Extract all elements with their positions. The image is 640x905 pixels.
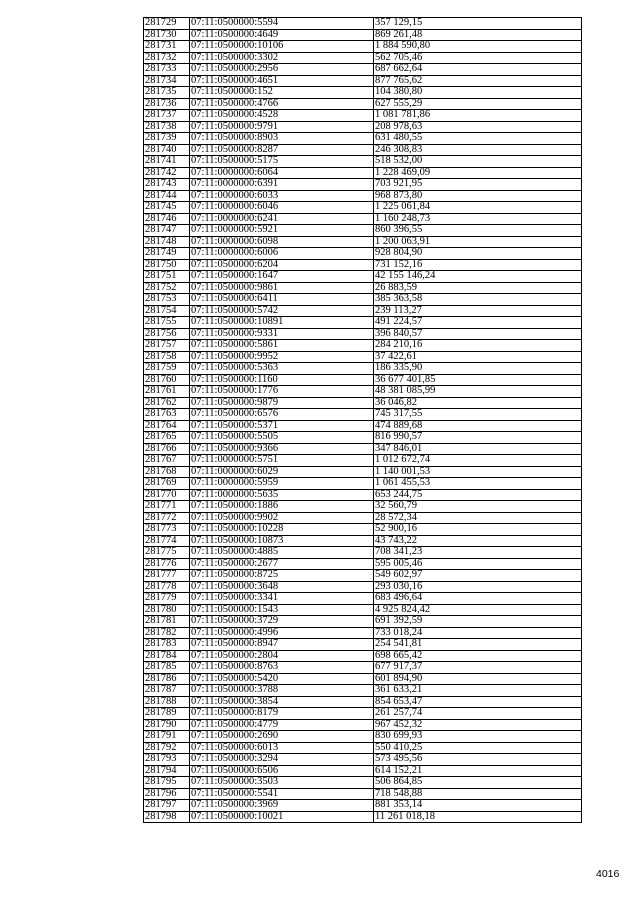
table-row <box>144 41 582 53</box>
cadastral-number-cell: 07:11:0500000:6576 <box>190 409 374 421</box>
table-row <box>144 225 582 237</box>
row-number-cell: 281760 <box>144 374 190 386</box>
table-row <box>144 616 582 628</box>
cadastral-number-cell: 07:11:0500000:3788 <box>190 685 374 697</box>
table-row <box>144 673 582 685</box>
table-row <box>144 696 582 708</box>
value-cell: 284 210,16 <box>374 340 582 352</box>
row-number-cell: 281739 <box>144 133 190 145</box>
cadastral-number-cell: 07:11:0500000:3648 <box>190 581 374 593</box>
cadastral-number-cell: 07:11:0500000:8287 <box>190 144 374 156</box>
row-number-cell: 281753 <box>144 294 190 306</box>
row-number-cell: 281743 <box>144 179 190 191</box>
cadastral-number-cell: 07:11:0500000:9366 <box>190 443 374 455</box>
value-cell: 614 152,21 <box>374 765 582 777</box>
value-cell: 506 864,85 <box>374 777 582 789</box>
table-row <box>144 409 582 421</box>
row-number-cell: 281797 <box>144 800 190 812</box>
row-number-cell: 281755 <box>144 317 190 329</box>
value-cell: 718 548,88 <box>374 788 582 800</box>
cadastral-number-cell: 07:11:0500000:5505 <box>190 432 374 444</box>
row-number-cell: 281765 <box>144 432 190 444</box>
value-cell: 595 005,46 <box>374 558 582 570</box>
cadastral-number-cell: 07:11:0000000:6006 <box>190 248 374 260</box>
row-number-cell: 281756 <box>144 328 190 340</box>
table-row <box>144 317 582 329</box>
value-cell: 186 335,90 <box>374 363 582 375</box>
row-number-cell: 281750 <box>144 259 190 271</box>
cadastral-number-cell: 07:11:0500000:5594 <box>190 18 374 30</box>
cadastral-number-cell: 07:11:0500000:5175 <box>190 156 374 168</box>
cadastral-number-cell: 07:11:0000000:6029 <box>190 466 374 478</box>
table-row <box>144 604 582 616</box>
value-cell: 687 662,64 <box>374 64 582 76</box>
row-number-cell: 281780 <box>144 604 190 616</box>
row-number-cell: 281785 <box>144 662 190 674</box>
row-number-cell: 281737 <box>144 110 190 122</box>
value-cell: 967 452,32 <box>374 719 582 731</box>
cadastral-number-cell: 07:11:0500000:8725 <box>190 570 374 582</box>
cadastral-number-cell: 07:11:0500000:4885 <box>190 547 374 559</box>
cadastral-number-cell: 07:11:0500000:4779 <box>190 719 374 731</box>
value-cell: 928 804,90 <box>374 248 582 260</box>
value-cell: 261 257,74 <box>374 708 582 720</box>
cadastral-number-cell: 07:11:0500000:4651 <box>190 75 374 87</box>
cadastral-number-cell: 07:11:0500000:1776 <box>190 386 374 398</box>
row-number-cell: 281747 <box>144 225 190 237</box>
row-number-cell: 281761 <box>144 386 190 398</box>
table-row <box>144 29 582 41</box>
table-body <box>144 18 582 823</box>
value-cell: 631 480,55 <box>374 133 582 145</box>
table-row <box>144 742 582 754</box>
value-cell: 653 244,75 <box>374 489 582 501</box>
row-number-cell: 281784 <box>144 650 190 662</box>
value-cell: 745 317,55 <box>374 409 582 421</box>
cadastral-number-cell: 07:11:0500000:6411 <box>190 294 374 306</box>
value-cell: 32 560,79 <box>374 501 582 513</box>
table-row <box>144 685 582 697</box>
table-row <box>144 18 582 30</box>
value-cell: 968 873,80 <box>374 190 582 202</box>
table-row <box>144 190 582 202</box>
value-cell: 1 225 061,84 <box>374 202 582 214</box>
cadastral-number-cell: 07:11:0500000:8903 <box>190 133 374 145</box>
cadastral-number-cell: 07:11:0500000:4528 <box>190 110 374 122</box>
row-number-cell: 281738 <box>144 121 190 133</box>
table-row <box>144 52 582 64</box>
cadastral-number-cell: 07:11:0000000:6046 <box>190 202 374 214</box>
row-number-cell: 281754 <box>144 305 190 317</box>
row-number-cell: 281740 <box>144 144 190 156</box>
value-cell: 698 665,42 <box>374 650 582 662</box>
table-row <box>144 639 582 651</box>
row-number-cell: 281751 <box>144 271 190 283</box>
value-cell: 549 602,97 <box>374 570 582 582</box>
row-number-cell: 281736 <box>144 98 190 110</box>
table-row <box>144 87 582 99</box>
table-row <box>144 328 582 340</box>
cadastral-number-cell: 07:11:0500000:1886 <box>190 501 374 513</box>
value-cell: 627 555,29 <box>374 98 582 110</box>
table-row <box>144 179 582 191</box>
cadastral-number-cell: 07:11:0500000:10891 <box>190 317 374 329</box>
cadastral-number-cell: 07:11:0500000:9331 <box>190 328 374 340</box>
value-cell: 385 363,58 <box>374 294 582 306</box>
cadastral-number-cell: 07:11:0500000:5420 <box>190 673 374 685</box>
value-cell: 104 380,80 <box>374 87 582 99</box>
cadastral-number-cell: 07:11:0500000:5371 <box>190 420 374 432</box>
row-number-cell: 281763 <box>144 409 190 421</box>
row-number-cell: 281791 <box>144 731 190 743</box>
cadastral-number-cell: 07:11:0500000:3341 <box>190 593 374 605</box>
value-cell: 246 308,83 <box>374 144 582 156</box>
value-cell: 573 495,56 <box>374 754 582 766</box>
row-number-cell: 281749 <box>144 248 190 260</box>
table-row <box>144 581 582 593</box>
row-number-cell: 281759 <box>144 363 190 375</box>
cadastral-number-cell: 07:11:0000000:6064 <box>190 167 374 179</box>
table-row <box>144 236 582 248</box>
value-cell: 708 341,23 <box>374 547 582 559</box>
cadastral-number-cell: 07:11:0500000:10021 <box>190 811 374 823</box>
cadastral-number-cell: 07:11:0500000:10228 <box>190 524 374 536</box>
table-row <box>144 98 582 110</box>
cadastral-number-cell: 07:11:0500000:4766 <box>190 98 374 110</box>
value-cell: 691 392,59 <box>374 616 582 628</box>
value-cell: 1 081 781,86 <box>374 110 582 122</box>
value-cell: 733 018,24 <box>374 627 582 639</box>
row-number-cell: 281775 <box>144 547 190 559</box>
table-row <box>144 765 582 777</box>
cadastral-number-cell: 07:11:0500000:8179 <box>190 708 374 720</box>
table-row <box>144 432 582 444</box>
cadastral-number-cell: 07:11:0500000:5861 <box>190 340 374 352</box>
cadastral-number-cell: 07:11:0000000:6241 <box>190 213 374 225</box>
cadastral-number-cell: 07:11:0500000:3729 <box>190 616 374 628</box>
row-number-cell: 281757 <box>144 340 190 352</box>
value-cell: 550 410,25 <box>374 742 582 754</box>
table-row <box>144 524 582 536</box>
row-number-cell: 281729 <box>144 18 190 30</box>
table-row <box>144 593 582 605</box>
cadastral-number-cell: 07:11:0500000:6506 <box>190 765 374 777</box>
cadastral-number-cell: 07:11:0500000:10106 <box>190 41 374 53</box>
row-number-cell: 281730 <box>144 29 190 41</box>
table-row <box>144 156 582 168</box>
row-number-cell: 281745 <box>144 202 190 214</box>
row-number-cell: 281793 <box>144 754 190 766</box>
table-row <box>144 167 582 179</box>
table-row <box>144 731 582 743</box>
value-cell: 683 496,64 <box>374 593 582 605</box>
table-row <box>144 570 582 582</box>
table-row <box>144 547 582 559</box>
row-number-cell: 281776 <box>144 558 190 570</box>
value-cell: 491 224,57 <box>374 317 582 329</box>
value-cell: 869 261,48 <box>374 29 582 41</box>
row-number-cell: 281798 <box>144 811 190 823</box>
cadastral-number-cell: 07:11:0500000:6013 <box>190 742 374 754</box>
cadastral-number-cell: 07:11:0500000:3294 <box>190 754 374 766</box>
cadastral-number-cell: 07:11:0500000:9879 <box>190 397 374 409</box>
table-row <box>144 558 582 570</box>
table-row <box>144 144 582 156</box>
value-cell: 677 917,37 <box>374 662 582 674</box>
value-cell: 11 261 018,18 <box>374 811 582 823</box>
row-number-cell: 281741 <box>144 156 190 168</box>
table-row <box>144 351 582 363</box>
table-row <box>144 213 582 225</box>
table-row <box>144 386 582 398</box>
value-cell: 731 152,16 <box>374 259 582 271</box>
row-number-cell: 281787 <box>144 685 190 697</box>
cadastral-number-cell: 07:11:0500000:2956 <box>190 64 374 76</box>
row-number-cell: 281781 <box>144 616 190 628</box>
table-row <box>144 397 582 409</box>
table-row <box>144 777 582 789</box>
row-number-cell: 281783 <box>144 639 190 651</box>
row-number-cell: 281796 <box>144 788 190 800</box>
row-number-cell: 281748 <box>144 236 190 248</box>
table-row <box>144 650 582 662</box>
row-number-cell: 281769 <box>144 478 190 490</box>
row-number-cell: 281779 <box>144 593 190 605</box>
value-cell: 42 155 146,24 <box>374 271 582 283</box>
table-row <box>144 501 582 513</box>
row-number-cell: 281790 <box>144 719 190 731</box>
row-number-cell: 281771 <box>144 501 190 513</box>
cadastral-number-cell: 07:11:0500000:9861 <box>190 282 374 294</box>
cadastral-number-cell: 07:11:0500000:1543 <box>190 604 374 616</box>
cadastral-number-cell: 07:11:0000000:5751 <box>190 455 374 467</box>
row-number-cell: 281732 <box>144 52 190 64</box>
cadastral-number-cell: 07:11:0500000:9952 <box>190 351 374 363</box>
table-row <box>144 75 582 87</box>
row-number-cell: 281762 <box>144 397 190 409</box>
value-cell: 43 743,22 <box>374 535 582 547</box>
value-cell: 347 846,01 <box>374 443 582 455</box>
value-cell: 854 653,47 <box>374 696 582 708</box>
table-row <box>144 248 582 260</box>
value-cell: 4 925 824,42 <box>374 604 582 616</box>
cadastral-number-cell: 07:11:0000000:6391 <box>190 179 374 191</box>
row-number-cell: 281766 <box>144 443 190 455</box>
value-cell: 254 541,81 <box>374 639 582 651</box>
value-cell: 1 200 063,91 <box>374 236 582 248</box>
value-cell: 52 900,16 <box>374 524 582 536</box>
value-cell: 396 840,57 <box>374 328 582 340</box>
row-number-cell: 281786 <box>144 673 190 685</box>
row-number-cell: 281746 <box>144 213 190 225</box>
row-number-cell: 281731 <box>144 41 190 53</box>
table-row <box>144 282 582 294</box>
table-row <box>144 800 582 812</box>
table-row <box>144 259 582 271</box>
value-cell: 474 889,68 <box>374 420 582 432</box>
value-cell: 816 990,57 <box>374 432 582 444</box>
table-row <box>144 121 582 133</box>
value-cell: 37 422,61 <box>374 351 582 363</box>
cadastral-number-cell: 07:11:0000000:5921 <box>190 225 374 237</box>
value-cell: 703 921,95 <box>374 179 582 191</box>
table-row <box>144 535 582 547</box>
value-cell: 26 883,59 <box>374 282 582 294</box>
cadastral-number-cell: 07:11:0500000:8947 <box>190 639 374 651</box>
cadastral-number-cell: 07:11:0500000:5742 <box>190 305 374 317</box>
value-cell: 36 677 401,85 <box>374 374 582 386</box>
value-cell: 208 978,63 <box>374 121 582 133</box>
row-number-cell: 281794 <box>144 765 190 777</box>
table-row <box>144 294 582 306</box>
table-row <box>144 811 582 823</box>
value-cell: 830 699,93 <box>374 731 582 743</box>
cadastral-number-cell: 07:11:0500000:152 <box>190 87 374 99</box>
value-cell: 1 061 455,53 <box>374 478 582 490</box>
cadastral-number-cell: 07:11:0500000:9902 <box>190 512 374 524</box>
row-number-cell: 281795 <box>144 777 190 789</box>
row-number-cell: 281752 <box>144 282 190 294</box>
table-row <box>144 478 582 490</box>
cadastral-number-cell: 07:11:0000000:6033 <box>190 190 374 202</box>
table-row <box>144 489 582 501</box>
row-number-cell: 281733 <box>144 64 190 76</box>
row-number-cell: 281792 <box>144 742 190 754</box>
row-number-cell: 281773 <box>144 524 190 536</box>
table-row <box>144 662 582 674</box>
row-number-cell: 281767 <box>144 455 190 467</box>
row-number-cell: 281744 <box>144 190 190 202</box>
table-row <box>144 363 582 375</box>
table-row <box>144 443 582 455</box>
value-cell: 28 572,34 <box>374 512 582 524</box>
cadastral-number-cell: 07:11:0500000:5541 <box>190 788 374 800</box>
table-row <box>144 627 582 639</box>
value-cell: 1 160 248,73 <box>374 213 582 225</box>
value-cell: 562 705,46 <box>374 52 582 64</box>
value-cell: 1 228 469,09 <box>374 167 582 179</box>
table-row <box>144 512 582 524</box>
table-row <box>144 110 582 122</box>
row-number-cell: 281758 <box>144 351 190 363</box>
table-row <box>144 64 582 76</box>
value-cell: 877 765,62 <box>374 75 582 87</box>
row-number-cell: 281770 <box>144 489 190 501</box>
value-cell: 239 113,27 <box>374 305 582 317</box>
cadastral-number-cell: 07:11:0500000:3854 <box>190 696 374 708</box>
value-cell: 361 633,21 <box>374 685 582 697</box>
row-number-cell: 281742 <box>144 167 190 179</box>
cadastral-number-cell: 07:11:0000000:6098 <box>190 236 374 248</box>
cadastral-number-cell: 07:11:0500000:10873 <box>190 535 374 547</box>
value-cell: 860 396,55 <box>374 225 582 237</box>
cadastral-number-cell: 07:11:0500000:6204 <box>190 259 374 271</box>
value-cell: 1 884 590,80 <box>374 41 582 53</box>
row-number-cell: 281735 <box>144 87 190 99</box>
table-row <box>144 374 582 386</box>
cadastral-number-cell: 07:11:0500000:9791 <box>190 121 374 133</box>
table-row <box>144 708 582 720</box>
cadastral-number-cell: 07:11:0500000:2677 <box>190 558 374 570</box>
cadastral-number-cell: 07:11:0500000:2690 <box>190 731 374 743</box>
row-number-cell: 281768 <box>144 466 190 478</box>
table-row <box>144 133 582 145</box>
table-row <box>144 754 582 766</box>
cadastral-value-table <box>143 17 582 823</box>
cadastral-number-cell: 07:11:0000000:5635 <box>190 489 374 501</box>
table-row <box>144 305 582 317</box>
table-row <box>144 719 582 731</box>
row-number-cell: 281777 <box>144 570 190 582</box>
row-number-cell: 281734 <box>144 75 190 87</box>
table-row <box>144 340 582 352</box>
value-cell: 36 046,82 <box>374 397 582 409</box>
cadastral-number-cell: 07:11:0500000:1647 <box>190 271 374 283</box>
cadastral-number-cell: 07:11:0500000:8763 <box>190 662 374 674</box>
cadastral-number-cell: 07:11:0500000:3302 <box>190 52 374 64</box>
page-number: 4016 <box>596 868 620 880</box>
value-cell: 48 381 085,99 <box>374 386 582 398</box>
table-row <box>144 788 582 800</box>
cadastral-number-cell: 07:11:0500000:2804 <box>190 650 374 662</box>
value-cell: 293 030,16 <box>374 581 582 593</box>
cadastral-number-cell: 07:11:0500000:1160 <box>190 374 374 386</box>
value-cell: 357 129,15 <box>374 18 582 30</box>
row-number-cell: 281774 <box>144 535 190 547</box>
row-number-cell: 281772 <box>144 512 190 524</box>
cadastral-number-cell: 07:11:0500000:3969 <box>190 800 374 812</box>
value-cell: 518 532,00 <box>374 156 582 168</box>
row-number-cell: 281764 <box>144 420 190 432</box>
cadastral-number-cell: 07:11:0500000:4996 <box>190 627 374 639</box>
row-number-cell: 281788 <box>144 696 190 708</box>
row-number-cell: 281782 <box>144 627 190 639</box>
table-row <box>144 455 582 467</box>
value-cell: 601 894,90 <box>374 673 582 685</box>
value-cell: 1 012 672,74 <box>374 455 582 467</box>
value-cell: 1 140 001,53 <box>374 466 582 478</box>
cadastral-number-cell: 07:11:0500000:4649 <box>190 29 374 41</box>
table-row <box>144 271 582 283</box>
row-number-cell: 281789 <box>144 708 190 720</box>
table-row <box>144 466 582 478</box>
cadastral-number-cell: 07:11:0500000:5363 <box>190 363 374 375</box>
value-cell: 881 353,14 <box>374 800 582 812</box>
cadastral-number-cell: 07:11:0500000:3503 <box>190 777 374 789</box>
cadastral-number-cell: 07:11:0000000:5959 <box>190 478 374 490</box>
table-row <box>144 202 582 214</box>
table-row <box>144 420 582 432</box>
row-number-cell: 281778 <box>144 581 190 593</box>
